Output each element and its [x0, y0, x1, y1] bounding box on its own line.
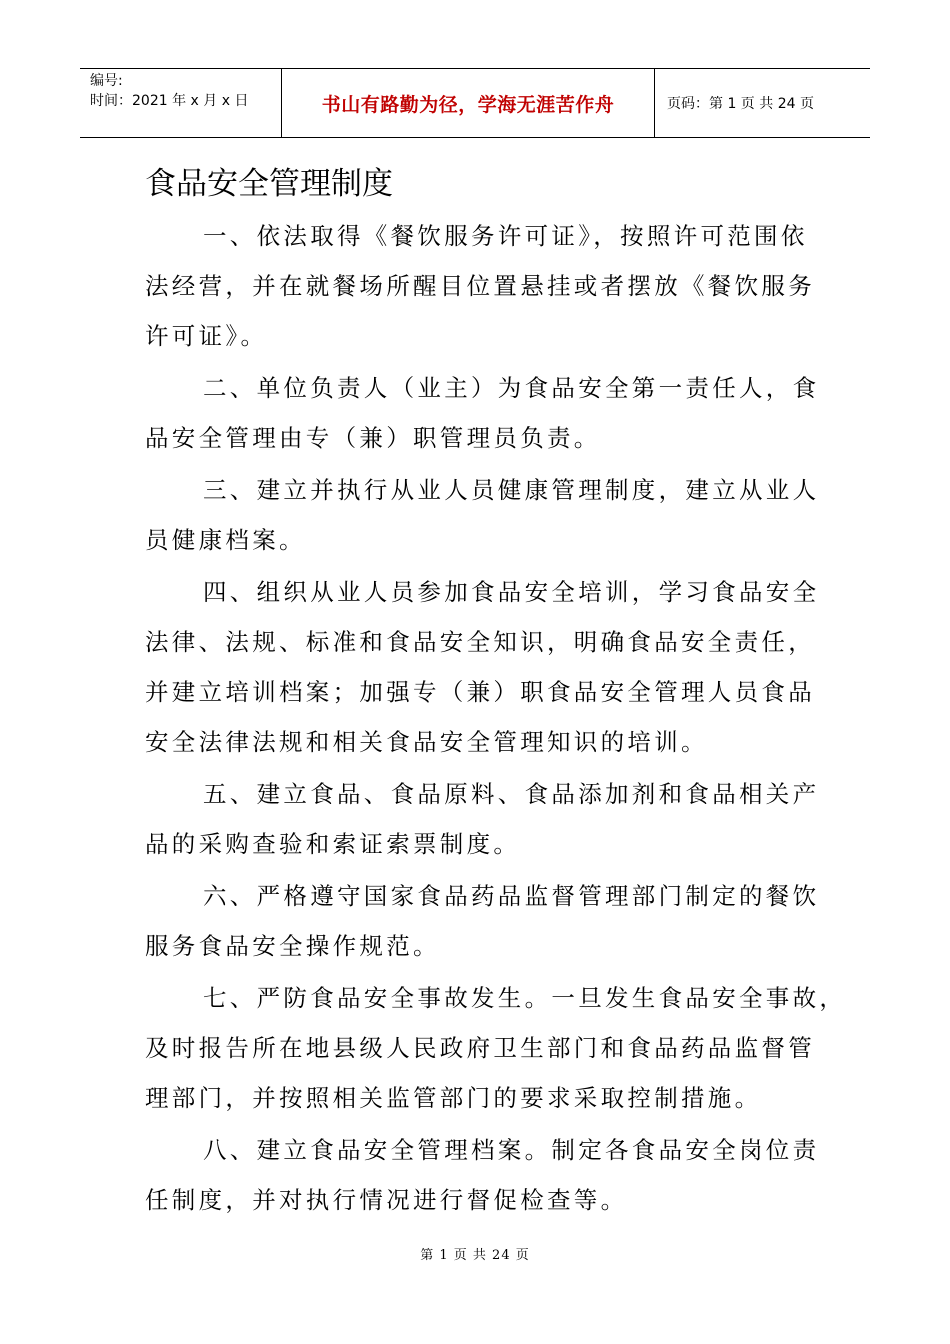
- paragraph: [145, 871, 820, 971]
- paragraph: [145, 973, 847, 1123]
- paragraph-line: 任制度，并对执行情况进行督促检查等。: [145, 1186, 628, 1214]
- header-motto: 书山有路勤为径，学海无涯苦作舟: [321, 93, 615, 116]
- page-header: [80, 68, 870, 138]
- paragraph-line: 及时报告所在地县级人民政府卫生部门和食品药品监督管: [145, 1034, 815, 1062]
- paragraph: [145, 769, 820, 869]
- paragraph-line: 一、依法取得《餐饮服务许可证》，按照许可范围依: [203, 222, 808, 250]
- paragraph-line: 许可证》。: [145, 322, 268, 350]
- header-page-info: 页码：第 1 页 共 24 页: [667, 96, 814, 112]
- document-body: [145, 211, 847, 1227]
- header-meta-cell: [80, 69, 282, 137]
- document-number-label: 编号:: [90, 73, 123, 89]
- header-motto-cell: [282, 69, 655, 137]
- paragraph-line: 四、组织从业人员参加食品安全培训，学习食品安全: [203, 578, 820, 606]
- paragraph-line: 并建立培训档案；加强专（兼）职食品安全管理人员食品: [145, 678, 815, 706]
- paragraph-line: 六、严格遵守国家食品药品监督管理部门制定的餐饮: [203, 882, 820, 910]
- document-title: 食品安全管理制度: [145, 166, 393, 202]
- header-page-cell: [655, 69, 870, 137]
- paragraph-line: 服务食品安全操作规范。: [145, 932, 440, 960]
- paragraph: [145, 567, 820, 767]
- paragraph-line: 法经营，并在就餐场所醒目位置悬挂或者摆放《餐饮服务: [145, 272, 815, 300]
- paragraph-line: 七、严防食品安全事故发生。一旦发生食品安全事故，: [203, 984, 847, 1012]
- page-footer: 第 1 页 共 24 页: [420, 1248, 530, 1263]
- paragraph-line: 理部门，并按照相关监管部门的要求采取控制措施。: [145, 1084, 762, 1112]
- paragraph: [145, 363, 820, 463]
- paragraph-line: 品安全管理由专（兼）职管理员负责。: [145, 424, 601, 452]
- paragraph: [145, 1125, 820, 1225]
- paragraph-line: 法律、法规、标准和食品安全知识，明确食品安全责任，: [145, 628, 815, 656]
- paragraph-line: 员健康档案。: [145, 526, 306, 554]
- paragraph: [145, 465, 820, 565]
- paragraph-line: 八、建立食品安全管理档案。制定各食品安全岗位责: [203, 1136, 820, 1164]
- document-date: 时间：2021 年 x 月 x 日: [90, 93, 249, 109]
- paragraph-line: 品的采购查验和索证索票制度。: [145, 830, 521, 858]
- paragraph: [145, 211, 815, 361]
- paragraph-line: 安全法律法规和相关食品安全管理知识的培训。: [145, 728, 708, 756]
- paragraph-line: 三、建立并执行从业人员健康管理制度，建立从业人: [203, 476, 820, 504]
- paragraph-line: 二、单位负责人（业主）为食品安全第一责任人，食: [203, 374, 820, 402]
- paragraph-line: 五、建立食品、食品原料、食品添加剂和食品相关产: [203, 780, 820, 808]
